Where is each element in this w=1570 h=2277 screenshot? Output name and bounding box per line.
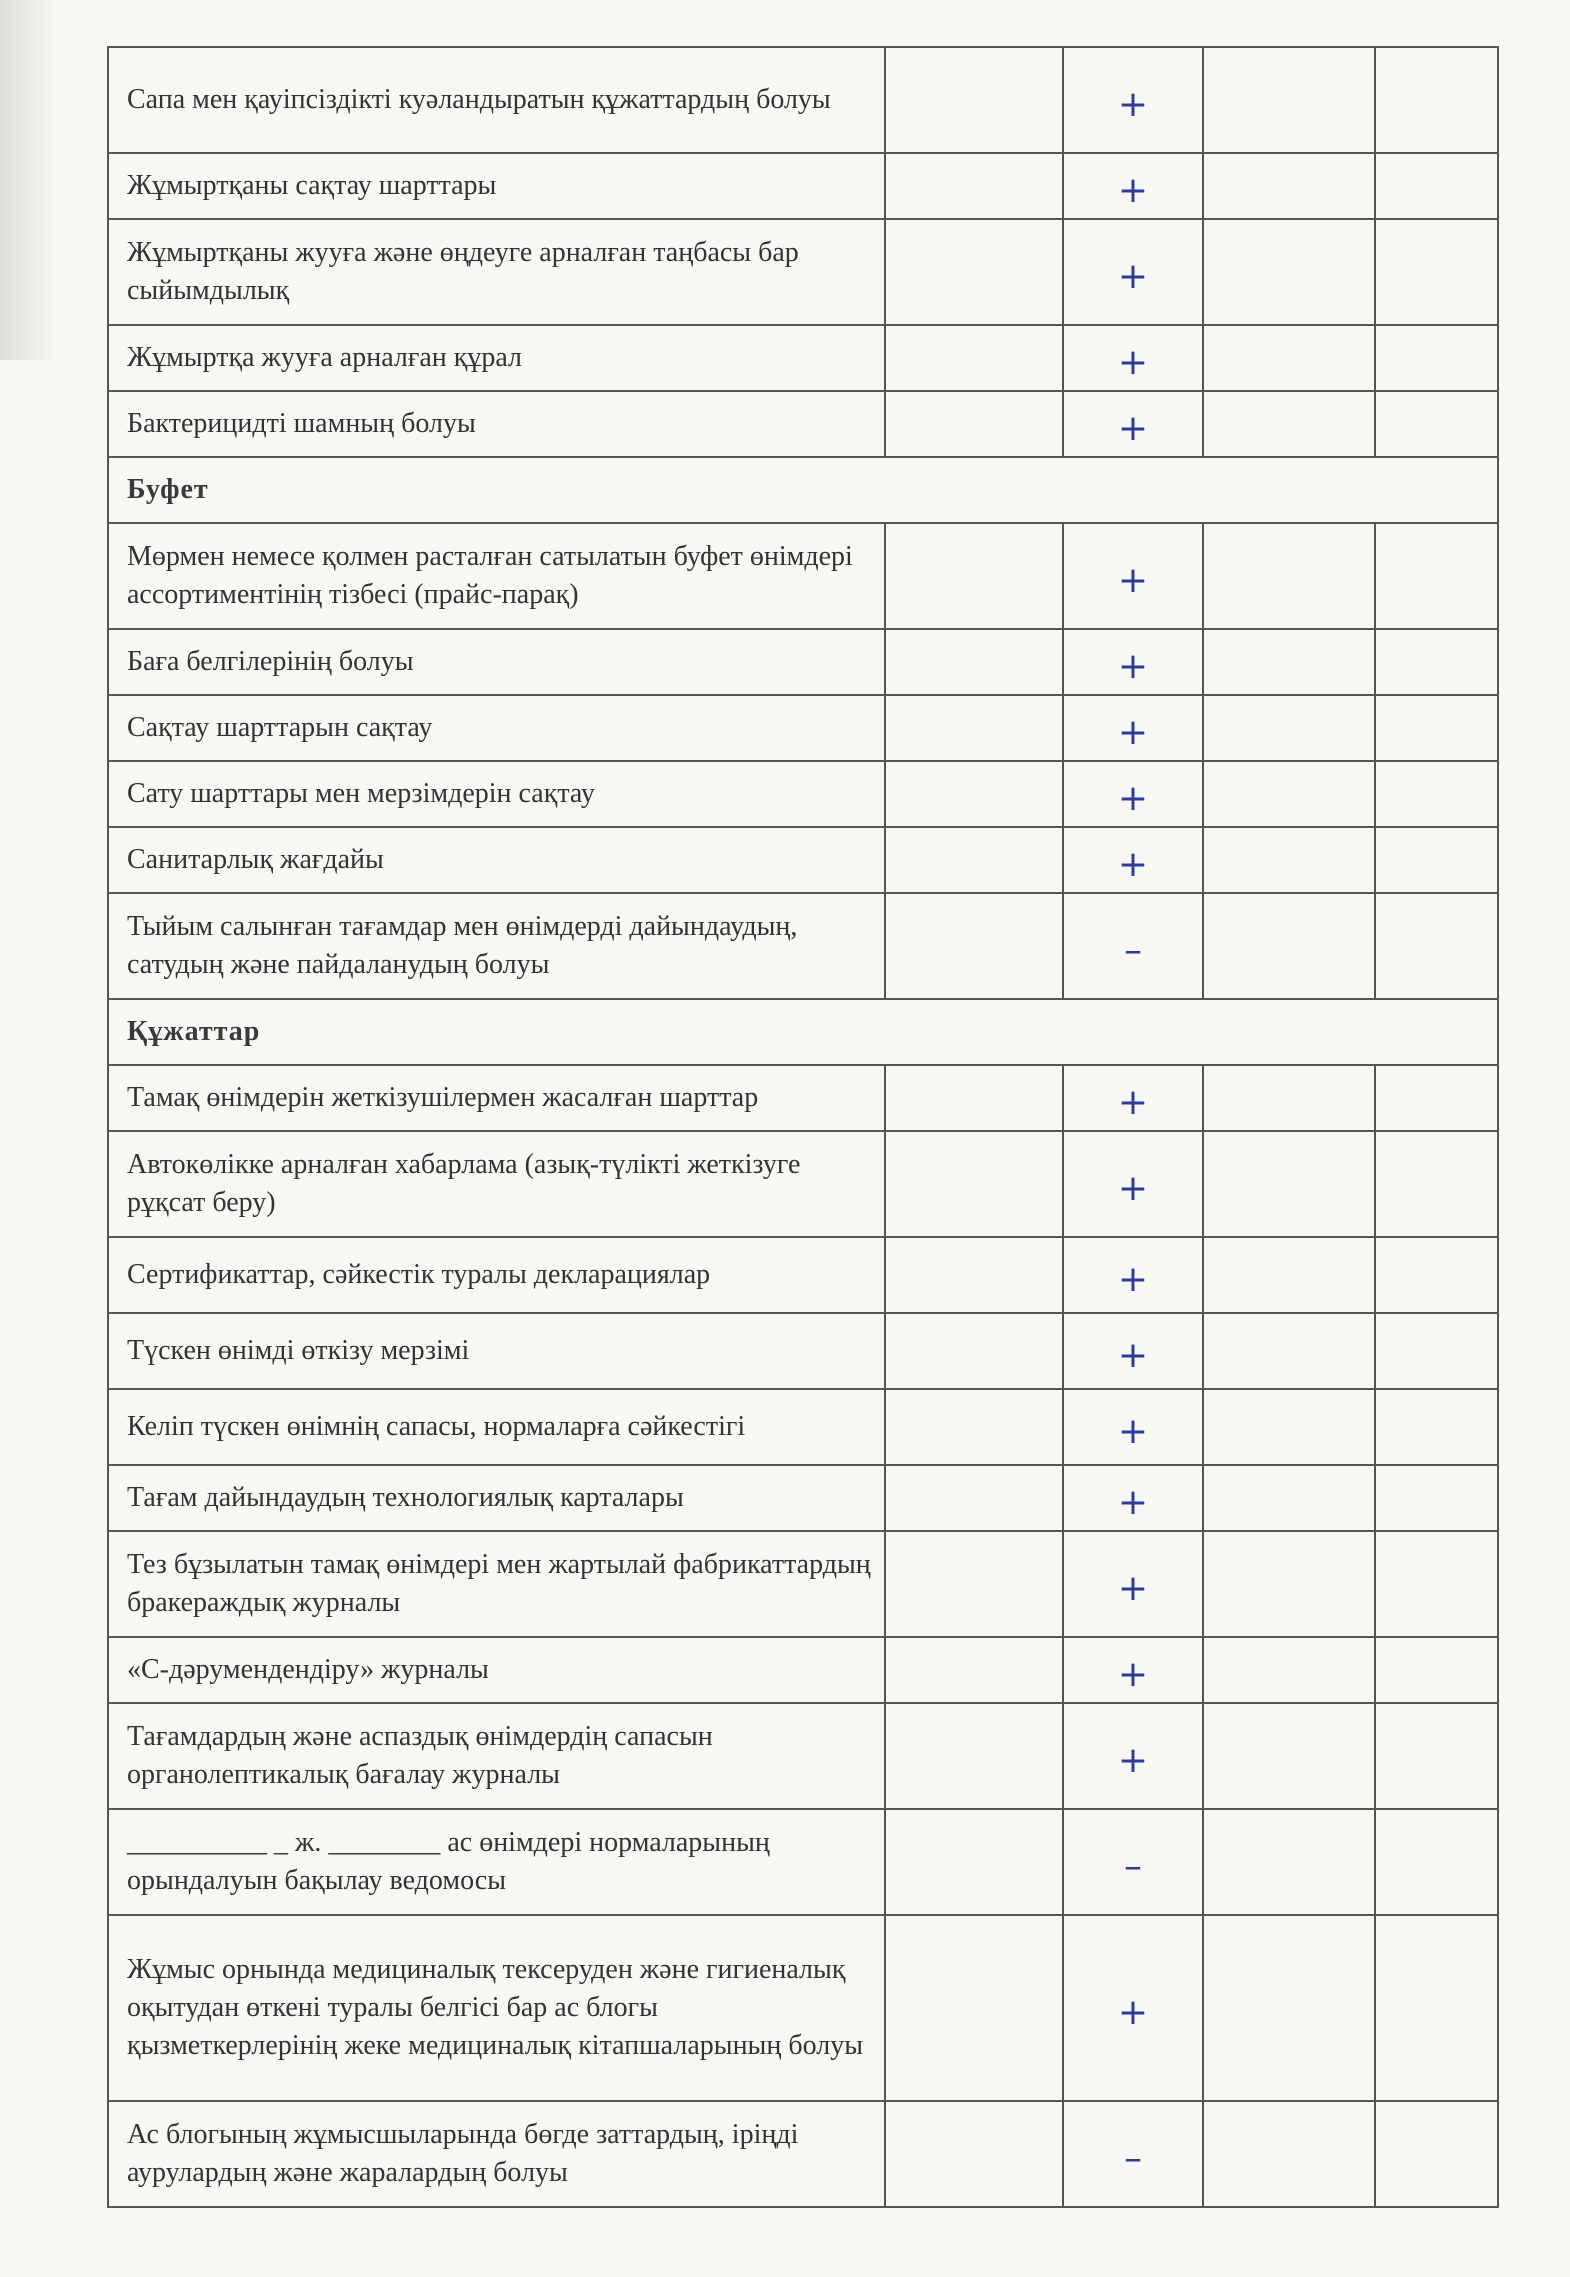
blank-cell: [885, 1465, 1063, 1531]
blank-cell: [1375, 695, 1498, 761]
blank-cell: [1203, 153, 1375, 219]
blank-cell: [885, 1065, 1063, 1131]
table-row: [108, 893, 1498, 999]
blank-cell: [1203, 523, 1375, 629]
table-row: [108, 2101, 1498, 2207]
handwritten-mark: +: [1063, 629, 1203, 695]
requirement-text: Тамақ өнімдерін жеткізушілермен жасалған шарттар: [108, 1065, 885, 1131]
requirement-text: Тағамдардың және аспаздық өнімдердің сапасын органолептикалық бағалау журналы: [108, 1703, 885, 1809]
checklist-table: [107, 46, 1499, 2208]
table-row: [108, 629, 1498, 695]
blank-cell: [885, 1131, 1063, 1237]
table-row: [108, 391, 1498, 457]
requirement-text: Сақтау шарттарын сақтау: [108, 695, 885, 761]
handwritten-mark: +: [1063, 153, 1203, 219]
blank-cell: [1375, 1809, 1498, 1915]
blank-cell: [1203, 1703, 1375, 1809]
blank-cell: [1375, 1703, 1498, 1809]
blank-cell: [885, 1531, 1063, 1637]
blank-cell: [1375, 523, 1498, 629]
blank-cell: [885, 761, 1063, 827]
blank-cell: [885, 153, 1063, 219]
blank-cell: [1375, 1915, 1498, 2101]
table-row: [108, 1131, 1498, 1237]
requirement-text: Келіп түскен өнімнің сапасы, нормаларға сәйкестігі: [108, 1389, 885, 1465]
handwritten-mark: +: [1063, 47, 1203, 153]
blank-cell: [885, 695, 1063, 761]
blank-cell: [1375, 827, 1498, 893]
blank-cell: [885, 1237, 1063, 1313]
section-heading: Буфет: [108, 457, 1498, 523]
table-row: [108, 325, 1498, 391]
blank-cell: [1375, 1313, 1498, 1389]
blank-cell: [885, 523, 1063, 629]
table-row: [108, 1237, 1498, 1313]
requirement-text: Түскен өнімді өткізу мерзімі: [108, 1313, 885, 1389]
table-row: [108, 153, 1498, 219]
handwritten-mark: +: [1063, 1531, 1203, 1637]
handwritten-mark: –: [1063, 1809, 1203, 1915]
table-row: [108, 47, 1498, 153]
blank-cell: [1203, 1131, 1375, 1237]
blank-cell: [1203, 1531, 1375, 1637]
table-row: [108, 1389, 1498, 1465]
blank-cell: [1203, 1637, 1375, 1703]
table-row: [108, 761, 1498, 827]
blank-cell: [1203, 2101, 1375, 2207]
requirement-text: Тез бұзылатын тамақ өнімдері мен жартылай фабрикаттардың бракераждық журналы: [108, 1531, 885, 1637]
blank-cell: [1203, 629, 1375, 695]
handwritten-mark: +: [1063, 1065, 1203, 1131]
blank-cell: [1203, 695, 1375, 761]
blank-cell: [885, 2101, 1063, 2207]
blank-cell: [1375, 629, 1498, 695]
blank-cell: [1203, 47, 1375, 153]
requirement-text: Жұмыртқаны жууға және өңдеуге арналған таңбасы бар сыйымдылық: [108, 219, 885, 325]
requirement-text: «С-дәрумендендіру» журналы: [108, 1637, 885, 1703]
blank-cell: [1375, 47, 1498, 153]
blank-cell: [1203, 827, 1375, 893]
blank-cell: [1375, 1465, 1498, 1531]
blank-cell: [1203, 219, 1375, 325]
requirement-text: Сапа мен қауіпсіздікті куәландыратын құжаттардың болуы: [108, 47, 885, 153]
requirement-text: Сертификаттар, сәйкестік туралы декларациялар: [108, 1237, 885, 1313]
table-row: [108, 1065, 1498, 1131]
handwritten-mark: –: [1063, 893, 1203, 999]
requirement-text: Тыйым салынған тағамдар мен өнімдерді дайындаудың, сатудың және пайдаланудың болуы: [108, 893, 885, 999]
blank-cell: [1375, 391, 1498, 457]
table-row: [108, 1465, 1498, 1531]
section-heading: Құжаттар: [108, 999, 1498, 1065]
requirement-text: Тағам дайындаудың технологиялық карталары: [108, 1465, 885, 1531]
handwritten-mark: +: [1063, 761, 1203, 827]
table-row: [108, 1313, 1498, 1389]
blank-cell: [1203, 1389, 1375, 1465]
handwritten-mark: +: [1063, 695, 1203, 761]
blank-cell: [1375, 761, 1498, 827]
blank-cell: [1375, 2101, 1498, 2207]
blank-cell: [885, 893, 1063, 999]
handwritten-mark: –: [1063, 2101, 1203, 2207]
handwritten-mark: +: [1063, 391, 1203, 457]
table-row: [108, 219, 1498, 325]
requirement-text: Сату шарттары мен мерзімдерін сақтау: [108, 761, 885, 827]
handwritten-mark: +: [1063, 325, 1203, 391]
blank-cell: [1375, 893, 1498, 999]
requirement-text: __________ _ ж. ________ ас өнімдері нормаларының орындалуын бақылау ведомосы: [108, 1809, 885, 1915]
blank-cell: [1203, 893, 1375, 999]
handwritten-mark: +: [1063, 523, 1203, 629]
handwritten-mark: +: [1063, 1465, 1203, 1531]
section-row: [108, 457, 1498, 523]
blank-cell: [1375, 1531, 1498, 1637]
requirement-text: Санитарлық жағдайы: [108, 827, 885, 893]
blank-cell: [885, 47, 1063, 153]
blank-cell: [885, 391, 1063, 457]
blank-cell: [1203, 761, 1375, 827]
blank-cell: [1203, 1465, 1375, 1531]
blank-cell: [885, 1809, 1063, 1915]
table-row: [108, 827, 1498, 893]
table-row: [108, 523, 1498, 629]
table-row: [108, 1703, 1498, 1809]
checklist-rows: [108, 47, 1498, 2207]
blank-cell: [885, 827, 1063, 893]
blank-cell: [1203, 1237, 1375, 1313]
blank-cell: [1375, 1065, 1498, 1131]
blank-cell: [1203, 1065, 1375, 1131]
handwritten-mark: +: [1063, 1131, 1203, 1237]
blank-cell: [1203, 1915, 1375, 2101]
blank-cell: [1375, 325, 1498, 391]
handwritten-mark: +: [1063, 1915, 1203, 2101]
blank-cell: [1203, 1313, 1375, 1389]
requirement-text: Жұмыртқа жууға арналған құрал: [108, 325, 885, 391]
blank-cell: [1203, 325, 1375, 391]
blank-cell: [1203, 391, 1375, 457]
handwritten-mark: +: [1063, 219, 1203, 325]
handwritten-mark: +: [1063, 1313, 1203, 1389]
requirement-text: Жұмыртқаны сақтау шарттары: [108, 153, 885, 219]
section-row: [108, 999, 1498, 1065]
requirement-text: Баға белгілерінің болуы: [108, 629, 885, 695]
blank-cell: [885, 1637, 1063, 1703]
handwritten-mark: +: [1063, 1637, 1203, 1703]
blank-cell: [885, 1703, 1063, 1809]
blank-cell: [1375, 1237, 1498, 1313]
table-row: [108, 1531, 1498, 1637]
table-row: [108, 1915, 1498, 2101]
blank-cell: [885, 219, 1063, 325]
handwritten-mark: +: [1063, 1703, 1203, 1809]
blank-cell: [885, 629, 1063, 695]
blank-cell: [885, 325, 1063, 391]
blank-cell: [1375, 219, 1498, 325]
blank-cell: [885, 1389, 1063, 1465]
requirement-text: Автокөлікке арналған хабарлама (азық-түлікті жеткізуге рұқсат беру): [108, 1131, 885, 1237]
blank-cell: [885, 1915, 1063, 2101]
table-row: [108, 1809, 1498, 1915]
requirement-text: Жұмыс орнында медициналық тексеруден және гигиеналық оқытудан өткені туралы белгісі бар ас блогы қызметкерлерінің жеке медициналық кітапшаларының болуы: [108, 1915, 885, 2101]
table-row: [108, 695, 1498, 761]
blank-cell: [1375, 1389, 1498, 1465]
requirement-text: Бактерицидті шамның болуы: [108, 391, 885, 457]
requirement-text: Мөрмен немесе қолмен расталған сатылатын буфет өнімдері ассортиментінің тізбесі (прайс-парақ): [108, 523, 885, 629]
blank-cell: [1375, 153, 1498, 219]
blank-cell: [1375, 1637, 1498, 1703]
handwritten-mark: +: [1063, 1389, 1203, 1465]
handwritten-mark: +: [1063, 1237, 1203, 1313]
table-row: [108, 1637, 1498, 1703]
handwritten-mark: +: [1063, 827, 1203, 893]
page-edge-shadow: [0, 0, 60, 360]
blank-cell: [1375, 1131, 1498, 1237]
blank-cell: [885, 1313, 1063, 1389]
requirement-text: Ас блогының жұмысшыларында бөгде заттардың, іріңді аурулардың және жаралардың болуы: [108, 2101, 885, 2207]
blank-cell: [1203, 1809, 1375, 1915]
